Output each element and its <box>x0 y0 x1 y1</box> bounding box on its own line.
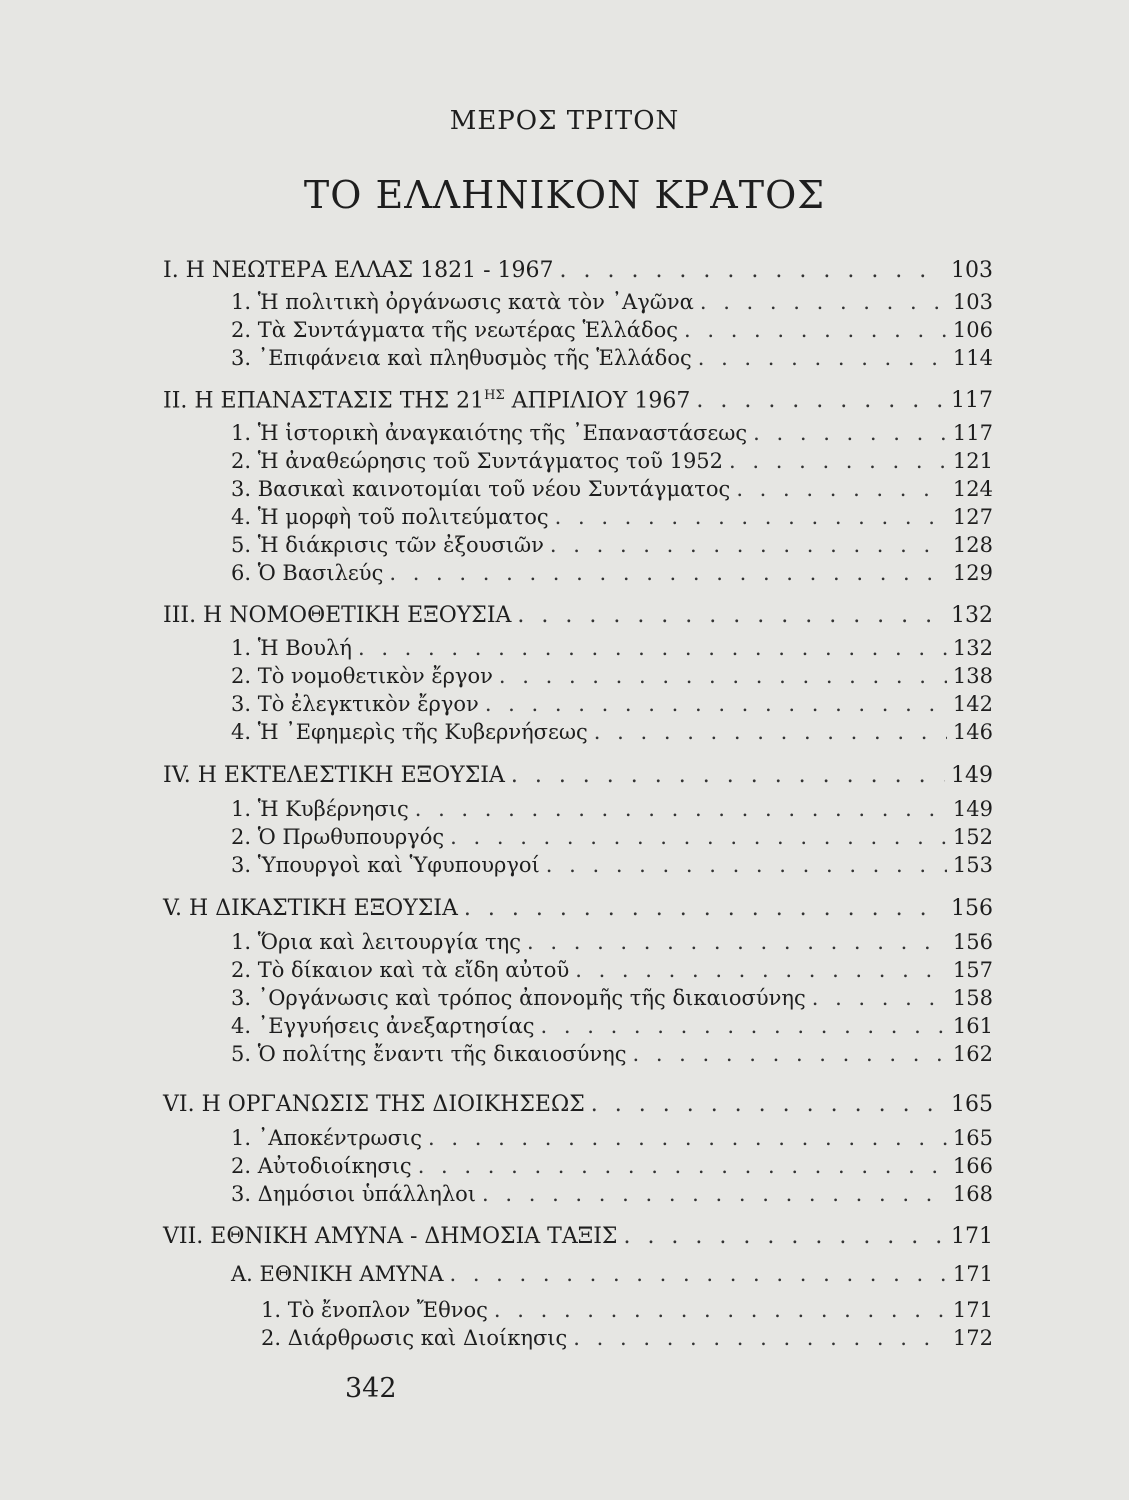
toc-section[interactable] <box>163 763 993 791</box>
item-page: 127 <box>952 505 993 529</box>
item-title: 2. Αὐτοδιοίκησις <box>231 1154 412 1178</box>
item-title: 3. ᾿Επιφάνεια καὶ πληθυσμὸς τῆς Ἑλλάδος <box>231 346 692 370</box>
dot-leader <box>485 692 947 716</box>
dot-leader <box>546 853 947 877</box>
section-page: 156 <box>951 896 993 921</box>
dot-leader <box>700 290 947 314</box>
toc-item[interactable] <box>231 1014 993 1042</box>
item-page: 106 <box>952 318 993 342</box>
toc-item[interactable] <box>231 720 993 748</box>
item-page: 114 <box>952 346 993 370</box>
item-page: 132 <box>952 636 993 660</box>
dot-leader <box>623 1224 945 1249</box>
toc-item[interactable] <box>231 853 993 881</box>
dot-leader <box>729 449 947 473</box>
item-title: 5. Ὁ πολίτης ἔναντι τῆς δικαιοσύνης <box>231 1042 627 1066</box>
toc-item[interactable] <box>231 533 993 561</box>
toc-item[interactable] <box>231 930 993 958</box>
item-title: 2. Ἡ ἀναθεώρησις τοῦ Συντάγματος τοῦ 1952 <box>231 449 724 473</box>
item-title: 2. Διάρθρωσις καὶ Διοίκησις <box>261 1326 568 1350</box>
item-title: 4. Ἡ μορφὴ τοῦ πολιτεύματος <box>231 505 549 529</box>
main-title: ΤΟ ΕΛΛΗΝΙΚΟΝ ΚΡΑΤΟΣ <box>303 173 826 217</box>
dot-leader <box>736 477 947 501</box>
dot-leader <box>555 505 947 529</box>
toc-item[interactable] <box>231 1182 993 1210</box>
item-page: 146 <box>952 720 993 744</box>
item-title: 1. Ὅρια καὶ λειτουργία της <box>231 930 522 954</box>
item-title: 3. ᾿Οργάνωσις καὶ τρόπος ἀπονομῆς τῆς δικαιοσύνης <box>231 986 806 1010</box>
page-number: 342 <box>345 1373 397 1404</box>
subsection-title: Α. ΕΘΝΙΚΗ ΑΜΥΝΑ <box>231 1262 444 1286</box>
item-page: 142 <box>952 692 993 716</box>
part-title: ΜΕΡΟΣ ΤΡΙΤΟΝ <box>449 106 680 136</box>
item-title: 1. Ἡ Βουλή <box>231 636 352 660</box>
dot-leader <box>449 1262 946 1286</box>
dot-leader <box>684 318 947 342</box>
section-title: VII. ΕΘΝΙΚΗ ΑΜΥΝΑ - ΔΗΜΟΣΙΑ ΤΑΞΙΣ <box>163 1224 618 1249</box>
toc-item[interactable] <box>231 449 993 477</box>
dot-leader <box>517 603 945 628</box>
dot-leader <box>753 421 947 445</box>
toc-section[interactable] <box>163 1092 993 1120</box>
item-title: 1. Ἡ ἱστορικὴ ἀναγκαιότης τῆς ᾿Επαναστάσεως <box>231 421 748 445</box>
item-title: 2. Τὸ δίκαιον καὶ τὰ εἴδη αὐτοῦ <box>231 958 570 982</box>
toc-item[interactable] <box>261 1298 993 1326</box>
toc-item[interactable] <box>231 986 993 1014</box>
dot-leader <box>591 1092 945 1117</box>
item-title: 1. ᾿Αποκέντρωσις <box>231 1126 423 1150</box>
toc-item[interactable] <box>231 1154 993 1182</box>
dot-leader <box>550 533 947 557</box>
dot-leader <box>575 958 947 982</box>
item-page: 149 <box>952 797 993 821</box>
section-page: 171 <box>951 1224 993 1249</box>
section-page: 165 <box>951 1092 993 1117</box>
toc-item[interactable] <box>231 797 993 825</box>
toc-item[interactable] <box>231 290 993 318</box>
item-page: 156 <box>952 930 993 954</box>
item-title: 3. Δημόσιοι ὑπάλληλοι <box>231 1182 477 1206</box>
section-title: III. Η ΝΟΜΟΘΕΤΙΚΗ ΕΞΟΥΣΙΑ <box>163 603 512 628</box>
dot-leader <box>696 388 945 413</box>
item-page: 161 <box>952 1014 993 1038</box>
item-title: 1. Τὸ ἔνοπλον Ἔθνος <box>261 1298 488 1322</box>
item-page: 166 <box>952 1154 993 1178</box>
toc-item[interactable] <box>231 825 993 853</box>
toc-section[interactable] <box>163 603 993 631</box>
dot-leader <box>698 346 947 370</box>
section-title-sup: ΗΣ <box>484 388 505 403</box>
dot-leader <box>499 664 947 688</box>
dot-leader <box>541 1014 947 1038</box>
dot-leader <box>560 258 946 283</box>
section-page: 132 <box>951 603 993 628</box>
toc-item[interactable] <box>231 636 993 664</box>
dot-leader <box>632 1042 946 1066</box>
toc-item[interactable] <box>231 1042 993 1070</box>
section-page: 117 <box>951 388 993 414</box>
item-title: 2. Τὰ Συντάγματα τῆς νεωτέρας Ἑλλάδος <box>231 318 678 342</box>
toc-item[interactable] <box>231 692 993 720</box>
toc-item[interactable] <box>231 318 993 346</box>
dot-leader <box>494 1298 947 1322</box>
dot-leader <box>594 720 947 744</box>
item-title: 1. Ἡ Κυβέρνησις <box>231 797 409 821</box>
toc-section[interactable] <box>163 1224 993 1252</box>
section-title: VI. Η ΟΡΓΑΝΩΣΙΣ ΤΗΣ ΔΙΟΙΚΗΣΕΩΣ <box>163 1092 585 1117</box>
item-title: 2. Ὁ Πρωθυπουργός <box>231 825 445 849</box>
toc-item[interactable] <box>231 664 993 692</box>
item-title: 4. ᾿Εγγυήσεις ἀνεξαρτησίας <box>231 1014 535 1038</box>
section-title: V. Η ΔΙΚΑΣΤΙΚΗ ΕΞΟΥΣΙΑ <box>163 896 458 921</box>
item-page: 129 <box>952 561 993 585</box>
item-title: 3. Βασικαὶ καινοτομίαι τοῦ νέου Συντάγματος <box>231 477 731 501</box>
item-title: 6. Ὁ Βασιλεύς <box>231 561 384 585</box>
dot-leader <box>358 636 947 660</box>
dot-leader <box>428 1126 947 1150</box>
dot-leader <box>482 1182 947 1206</box>
item-page: 138 <box>952 664 993 688</box>
item-page: 168 <box>952 1182 993 1206</box>
dot-leader <box>415 797 947 821</box>
toc-item[interactable] <box>231 958 993 986</box>
section-title: IV. Η ΕΚΤΕΛΕΣΤΙΚΗ ΕΞΟΥΣΙΑ <box>163 763 505 788</box>
toc-item[interactable] <box>231 1126 993 1154</box>
toc-item[interactable] <box>261 1326 993 1354</box>
section-page: 149 <box>951 763 993 788</box>
item-page: 157 <box>952 958 993 982</box>
section-page: 103 <box>951 258 993 283</box>
subsection-page: 171 <box>952 1262 993 1286</box>
toc-item[interactable] <box>231 346 993 374</box>
dot-leader <box>389 561 947 585</box>
item-page: 121 <box>952 449 993 473</box>
item-title: 4. Ἡ ᾿Εφημερὶς τῆς Κυβερνήσεως <box>231 720 588 744</box>
toc-section[interactable] <box>163 388 993 416</box>
toc-subsection[interactable] <box>231 1262 993 1290</box>
item-page: 103 <box>952 290 993 314</box>
section-title <box>163 388 690 413</box>
toc-item[interactable] <box>231 477 993 505</box>
dot-leader <box>573 1326 947 1350</box>
dot-leader <box>450 825 947 849</box>
toc-item[interactable] <box>231 505 993 533</box>
item-page: 117 <box>952 421 993 445</box>
item-page: 153 <box>952 853 993 877</box>
dot-leader <box>418 1154 947 1178</box>
item-title: 1. Ἡ πολιτικὴ ὀργάνωσις κατὰ τὸν ᾿Αγῶνα <box>231 290 694 314</box>
item-page: 152 <box>952 825 993 849</box>
item-page: 158 <box>952 986 993 1010</box>
item-title: 2. Τὸ νομοθετικὸν ἔργον <box>231 664 493 688</box>
toc-item[interactable] <box>231 561 993 589</box>
item-title: 3. Τὸ ἐλεγκτικὸν ἔργον <box>231 692 479 716</box>
toc-section[interactable] <box>163 896 993 924</box>
item-page: 172 <box>952 1326 993 1350</box>
section-title: I. Η ΝΕΩΤΕΡΑ ΕΛΛΑΣ 1821 - 1967 <box>163 258 554 283</box>
dot-leader <box>812 986 947 1010</box>
item-page: 165 <box>952 1126 993 1150</box>
item-page: 124 <box>952 477 993 501</box>
dot-leader <box>527 930 947 954</box>
section-title-part: ΑΠΡΙΛΙΟΥ 1967 <box>504 388 691 414</box>
item-page: 128 <box>952 533 993 557</box>
dot-leader <box>511 763 945 788</box>
item-page: 162 <box>952 1042 993 1066</box>
toc-item[interactable] <box>231 421 993 449</box>
toc-section[interactable] <box>163 258 993 286</box>
dot-leader <box>464 896 945 921</box>
section-title-part: II. Η ΕΠΑΝΑΣΤΑΣΙΣ ΤΗΣ 21 <box>163 388 485 414</box>
item-title: 5. Ἡ διάκρισις τῶν ἐξουσιῶν <box>231 533 544 557</box>
item-title: 3. Ὑπουργοὶ καὶ Ὑφυπουργοί <box>231 853 540 877</box>
item-page: 171 <box>952 1298 993 1322</box>
